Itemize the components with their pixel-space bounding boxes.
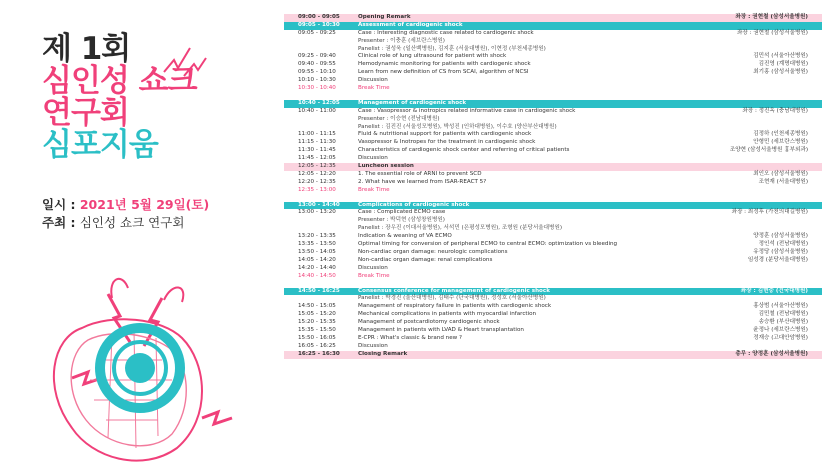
row-title: Panelist : 권성욱 (일산백병원), 김지훈 (서울대병원), 이현정 (부천세종병원)	[358, 45, 546, 52]
section-gap	[284, 93, 822, 100]
row-title: Panelist : 장우진 (이대서울병원), 서석민 (은평성모병원), 조형원 (분당서울대병원)	[358, 225, 563, 232]
row-title: Characteristics of cardiogenic shock center and referring of critical patients	[358, 147, 570, 154]
schedule-row	[284, 147, 822, 155]
row-title: Discussion	[358, 77, 388, 84]
row-title: Clinical role of lung ultrasound for patient with shock	[358, 53, 507, 60]
row-time: 16:25 - 16:30	[298, 350, 340, 357]
schedule-row	[284, 131, 822, 139]
row-time: 10:40 - 11:00	[298, 107, 336, 114]
schedule-row	[284, 311, 822, 319]
row-speaker: 최인오 (삼성서울병원)	[753, 170, 808, 177]
row-time: 09:00 - 09:05	[298, 14, 340, 20]
row-time: 11:45 - 12:05	[298, 155, 336, 162]
row-title: Presenter : 이승현 (전남대병원)	[358, 115, 440, 122]
row-title: Non-cardiac organ damage: renal complications	[358, 256, 493, 263]
row-speaker: 송승환 (부산대병원)	[758, 319, 808, 326]
row-title: Mechanical complications in patients with myocardial infarction	[358, 311, 537, 318]
schedule-row	[284, 335, 822, 343]
row-title: Non-cardiac organ damage: neurologic complications	[358, 248, 508, 255]
row-speaker: 좌장 : 최정후 (가천의대길병원)	[731, 209, 808, 216]
row-title: Panelist : 김진진 (서울성모병원), 박성진 (인하대병원), 이수호 (양산부산대병원)	[358, 123, 557, 130]
row-title: Panelist : 박경진 (울산대병원), 김태수 (단국대병원), 정성호 (서울아산병원)	[358, 295, 546, 302]
row-title: 1. The essential role of ARNI to prevent SCD	[358, 170, 482, 177]
row-time: 12:05 - 12:20	[298, 170, 336, 177]
row-title: Indication & weaning of VA ECMO	[358, 233, 452, 240]
row-time: 09:25 - 09:40	[298, 53, 336, 60]
schedule-row	[284, 116, 822, 124]
row-speaker: 정재승 (고대안암병원)	[753, 334, 808, 341]
row-title: Break Time	[358, 85, 390, 92]
event-host: 주최 : 심인성 쇼크 연구회	[42, 215, 185, 230]
row-title: Case : Interesting diagnostic case related to cardiogenic shock	[358, 29, 534, 36]
row-speaker: 조양현 (삼성서울병원 흉부외과)	[729, 147, 808, 154]
row-title: Presenter : 이충훈 (세브란스병원)	[358, 37, 445, 44]
row-speaker: 좌장 : 권현철 (삼성서울병원)	[735, 14, 808, 20]
row-time: 09:05 - 10:30	[298, 21, 340, 28]
schedule-row	[284, 14, 822, 22]
row-time: 13:20 - 13:35	[298, 233, 336, 240]
row-title: Break Time	[358, 272, 390, 279]
row-title: Management in patients with LVAD & Heart transplantation	[358, 326, 524, 333]
row-time: 15:50 - 16:05	[298, 334, 336, 341]
schedule-row	[284, 327, 822, 335]
row-title: E-CPR : What's classic & brand new ?	[358, 334, 462, 341]
schedule-row	[284, 30, 822, 38]
schedule-row	[284, 187, 822, 195]
row-time: 12:35 - 13:00	[298, 186, 336, 193]
schedule-row	[284, 303, 822, 311]
row-time: 13:00 - 14:40	[298, 201, 340, 208]
row-title: Management of postcardiotomy cardiogenic shock	[358, 319, 500, 326]
row-title: Complications of cardiogenic shock	[358, 201, 470, 208]
row-title: Discussion	[358, 342, 388, 349]
lightning-icon	[160, 42, 208, 82]
row-time: 12:05 - 12:35	[298, 163, 336, 170]
row-time: 14:50 - 16:25	[298, 287, 340, 294]
schedule-row	[284, 61, 822, 69]
row-time: 15:05 - 15:20	[298, 311, 336, 318]
row-time: 13:00 - 13:20	[298, 209, 336, 216]
schedule-row	[284, 171, 822, 179]
section-gap	[284, 281, 822, 288]
program-schedule	[284, 14, 822, 359]
row-title: Hemodynamic monitoring for patients with cardiogenic shock	[358, 61, 531, 68]
row-speaker: 유정당 (삼성서울병원)	[753, 248, 808, 255]
schedule-row	[284, 351, 822, 359]
row-time: 09:55 - 10:10	[298, 69, 336, 76]
row-title: Management of cardiogenic shock	[358, 99, 467, 106]
row-speaker: 윤정나 (세브란스병원)	[753, 326, 808, 333]
schedule-row	[284, 53, 822, 61]
schedule-row	[284, 273, 822, 281]
row-time: 13:35 - 13:50	[298, 241, 336, 248]
schedule-row	[284, 85, 822, 93]
schedule-row	[284, 77, 822, 85]
row-title: Luncheon session	[358, 163, 414, 170]
row-speaker: 홍상범 (서울아산병원)	[753, 303, 808, 310]
heart-illustration-icon	[12, 268, 272, 468]
row-speaker: 김진영 (계명대병원)	[758, 61, 808, 68]
row-speaker: 총무 : 양정훈 (삼성서울병원)	[735, 350, 808, 357]
row-time: 09:40 - 09:55	[298, 61, 336, 68]
row-title: Learn from new definition of CS from SCAI, algorithm of NCSI	[358, 69, 529, 76]
row-time: 11:00 - 11:15	[298, 131, 336, 138]
row-time: 13:50 - 14:05	[298, 248, 336, 255]
row-speaker: 안형민 (세브란스병원)	[753, 139, 808, 146]
row-speaker: 좌장 : 권현철 (삼성서울병원)	[736, 29, 808, 36]
row-speaker: 김민철 (전남대병원)	[758, 311, 808, 318]
row-speaker: 김민석 (서울아산병원)	[753, 53, 808, 60]
event-date: 일시 : 2021년 5월 29일(토)	[42, 197, 210, 212]
title-line-3: 연구회	[42, 95, 129, 131]
row-speaker: 좌장 : 정진옥 (충남대병원)	[742, 107, 808, 114]
row-title: Break Time	[358, 186, 390, 193]
row-speaker: 정인석 (전남대병원)	[758, 241, 808, 248]
schedule-row	[284, 265, 822, 273]
session-header	[284, 22, 822, 30]
row-title: Case : Complicated ECMO case	[358, 209, 446, 216]
row-time: 10:40 - 12:05	[298, 99, 340, 106]
schedule-row	[284, 163, 822, 171]
row-speaker: 임성경 (분당서울대병원)	[747, 256, 808, 263]
row-speaker: 김정하 (인천세종병원)	[753, 131, 808, 138]
schedule-row	[284, 179, 822, 187]
row-title: Discussion	[358, 264, 388, 271]
row-speaker: 좌장 : 김현중 (건국대병원)	[740, 287, 808, 294]
event-info	[42, 196, 209, 232]
schedule-row	[284, 225, 822, 233]
row-time: 15:35 - 15:50	[298, 326, 336, 333]
row-title: Opening Remark	[358, 14, 411, 20]
title-line-1: 제 1회	[42, 31, 131, 67]
schedule-row	[284, 108, 822, 116]
row-title: Case : Vasopressor & inotropics related informative case in cardiogenic shock	[358, 107, 576, 114]
row-title: 2. What have we learned from ISAR-REACT 5?	[358, 178, 487, 185]
left-panel	[0, 0, 280, 470]
row-speaker: 양정훈 (삼성서울병원)	[753, 233, 808, 240]
row-time: 11:15 - 11:30	[298, 139, 336, 146]
schedule-row	[284, 241, 822, 249]
schedule-row	[284, 295, 822, 303]
row-speaker: 최기홍 (삼성서울병원)	[753, 69, 808, 76]
section-gap	[284, 195, 822, 202]
row-time: 10:10 - 10:30	[298, 77, 336, 84]
schedule-row	[284, 69, 822, 77]
schedule-row	[284, 343, 822, 351]
row-time: 14:20 - 14:40	[298, 264, 336, 271]
row-title: Discussion	[358, 155, 388, 162]
schedule-row	[284, 124, 822, 132]
schedule-row	[284, 233, 822, 241]
row-time: 14:05 - 14:20	[298, 256, 336, 263]
title-line-2: 심인성 쇼크	[42, 63, 197, 99]
row-time: 14:50 - 15:05	[298, 303, 336, 310]
schedule-row	[284, 249, 822, 257]
row-time: 10:30 - 10:40	[298, 85, 336, 92]
session-header	[284, 100, 822, 108]
schedule-row	[284, 46, 822, 54]
row-time: 14:40 - 14:50	[298, 272, 336, 279]
row-title: Closing Remark	[358, 350, 408, 357]
schedule-row	[284, 319, 822, 327]
schedule-row	[284, 155, 822, 163]
row-title: Fluid & nutritional support for patients with cardiogenic shock	[358, 131, 532, 138]
row-time: 16:05 - 16:25	[298, 342, 336, 349]
schedule-row	[284, 257, 822, 265]
row-title: Consensus conference for management of cardiogenic shock	[358, 287, 550, 294]
row-time: 11:30 - 11:45	[298, 147, 336, 154]
row-speaker: 조현재 (서울대병원)	[758, 178, 808, 185]
row-title: Vasopressor & Inotropes for the treatment in cardiogenic shock	[358, 139, 536, 146]
row-title: Management of respiratory failure in patients with cardiogenic shock	[358, 303, 552, 310]
row-time: 12:20 - 12:35	[298, 178, 336, 185]
row-time: 09:05 - 09:25	[298, 29, 336, 36]
schedule-row	[284, 38, 822, 46]
row-title: Assessment of cardiogenic shock	[358, 21, 463, 28]
title-line-4: 심포지움	[42, 127, 158, 163]
row-time: 15:20 - 15:35	[298, 319, 336, 326]
row-title: Presenter : 박덕현 (삼성창원병원)	[358, 217, 445, 224]
row-title: Optimal timing for conversion of peripheral ECMO to central ECMO: optimization vs bleeding	[358, 241, 618, 248]
